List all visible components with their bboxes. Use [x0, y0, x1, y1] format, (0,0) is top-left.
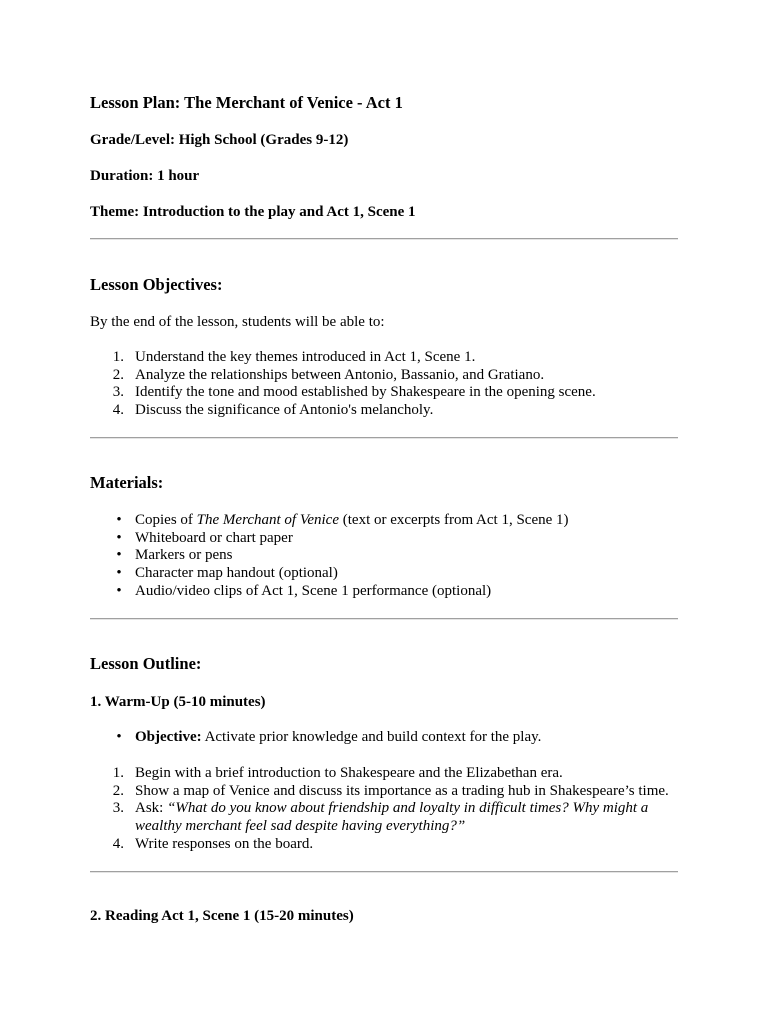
outline-heading: Lesson Outline:: [90, 654, 202, 673]
list-item: [90, 800, 680, 835]
list-text: Write responses on the board.: [135, 835, 314, 852]
list-number: 1.: [112, 765, 124, 781]
bullet: •: [116, 582, 122, 599]
materials-heading: Materials:: [90, 473, 164, 492]
list-text: Identify the tone and mood established by Shakespeare in the opening scene.: [135, 384, 596, 401]
list-item: [90, 349, 680, 367]
bullet: •: [116, 547, 122, 564]
list-item: [90, 512, 680, 530]
list-number: 2.: [112, 782, 124, 799]
materials-list: [90, 512, 680, 601]
grade-level: Grade/Level: High School (Grades 9-12): [90, 132, 349, 148]
list-text: Markers or pens: [135, 547, 233, 564]
list-number: 3.: [112, 800, 124, 817]
list-item: [90, 530, 680, 548]
divider: [90, 871, 678, 873]
lesson-title: Lesson Plan: The Merchant of Venice - Act 1: [90, 93, 403, 112]
list-item: [90, 836, 680, 854]
duration: Duration: 1 hour: [90, 168, 200, 184]
list-item: [90, 783, 680, 801]
list-item: [90, 729, 680, 747]
list-number: 2.: [112, 366, 124, 383]
list-text: Ask: “What do you know about friendship and loyalty in difficult times? Why might a wealthy merchant feel sad despite having everything?”: [135, 800, 649, 835]
list-number: 4.: [112, 835, 124, 852]
bullet: •: [116, 565, 122, 582]
list-text: Begin with a brief introduction to Shakespeare and the Elizabethan era.: [135, 765, 563, 781]
bullet: •: [116, 729, 122, 745]
list-item: [90, 583, 680, 601]
list-item: [90, 565, 680, 583]
list-text: Whiteboard or chart paper: [135, 529, 293, 546]
list-item: [90, 547, 680, 565]
warmup-objective-list: [90, 729, 680, 747]
divider: [90, 437, 678, 439]
list-text: Understand the key themes introduced in Act 1, Scene 1.: [135, 349, 476, 365]
discussion-question: “What do you know about friendship and loyalty in difficult times? Why might a wealthy merchant feel sad despite having everything?”: [135, 800, 649, 835]
book-title: The Merchant of Venice: [196, 512, 339, 528]
objective-label: Objective:: [135, 729, 202, 745]
objectives-intro: By the end of the lesson, students will be able to:: [90, 314, 385, 330]
theme: Theme: Introduction to the play and Act 1, Scene 1: [90, 204, 416, 220]
list-number: 3.: [112, 384, 124, 401]
list-number: 1.: [112, 349, 124, 365]
list-item: [90, 367, 680, 385]
list-item: [90, 384, 680, 402]
list-item: [90, 765, 680, 783]
list-item: [90, 402, 680, 420]
list-text: Character map handout (optional): [135, 565, 338, 582]
divider: [90, 618, 678, 620]
bullet: •: [116, 512, 122, 528]
warmup-heading: 1. Warm-Up (5-10 minutes): [90, 694, 266, 710]
list-number: 4.: [112, 402, 124, 419]
reading-heading: 2. Reading Act 1, Scene 1 (15-20 minutes): [90, 908, 354, 924]
list-text: Analyze the relationships between Antonio, Bassanio, and Gratiano.: [135, 366, 545, 383]
objectives-list: [90, 349, 680, 420]
list-text: Objective: Activate prior knowledge and build context for the play.: [135, 729, 542, 745]
warmup-steps-list: [90, 765, 680, 854]
bullet: •: [116, 529, 122, 546]
divider: [90, 238, 678, 240]
list-text: Discuss the significance of Antonio's melancholy.: [135, 402, 434, 419]
list-text: Audio/video clips of Act 1, Scene 1 performance (optional): [135, 582, 492, 599]
list-text: Show a map of Venice and discuss its importance as a trading hub in Shakespeare’s time.: [135, 782, 669, 799]
list-text: Copies of The Merchant of Venice (text or excerpts from Act 1, Scene 1): [135, 512, 569, 528]
objectives-heading: Lesson Objectives:: [90, 275, 223, 294]
